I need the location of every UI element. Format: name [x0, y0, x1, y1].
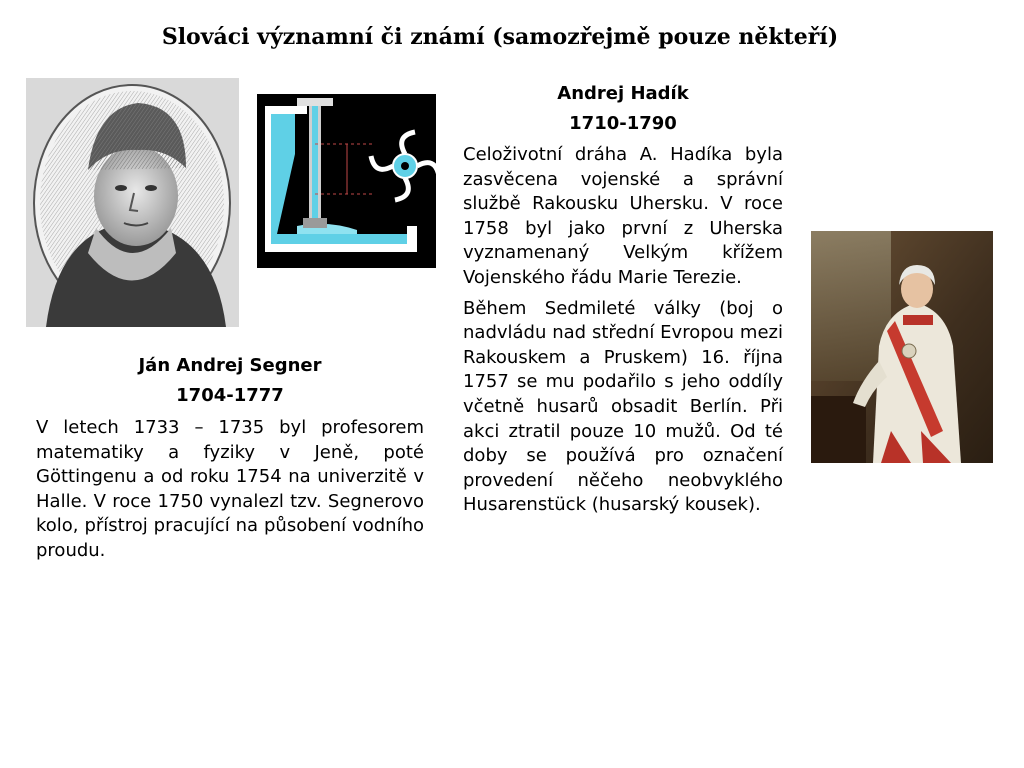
hadik-paragraph-2: Během Sedmileté války (boj o nadvládu nad střední Evropou mezi Rakouskem a Pruskem) 16. října 1757 se mu podařilo s jeho oddíly včetně husarů obsadit Berlín. Při akci ztratil pouze 10 mužů. Od té doby se používá pro označení provedení něčeho neobvyklého Husarenstück (husarský kousek). [463, 297, 783, 516]
segner-name-heading: Ján Andrej Segner [138, 355, 322, 376]
segner-wheel-diagram [257, 94, 436, 268]
segner-years-heading: 1704-1777 [176, 385, 284, 406]
hadik-description [463, 143, 783, 518]
segner-description-paragraph: V letech 1733 – 1735 byl profesorem matematiky a fyziky v Jeně, poté Göttingenu a od roku 1754 na univerzitě v Halle. V roce 1750 vynalezl tzv. Segnerovo kolo, přístroj pracující na působení vodního proudu. [36, 417, 424, 561]
hadik-portrait-image [811, 231, 993, 463]
hadik-paragraph-1: Celoživotní dráha A. Hadíka byla zasvěcena vojenské a správní službě Rakousku Uhersku. V roce 1758 byl jako první z Uherska vyznamenaný Velkým křížem Vojenského řádu Marie Terezie. [463, 144, 783, 288]
hadik-years-heading: 1710-1790 [569, 113, 677, 134]
hadik-name-heading: Andrej Hadík [557, 83, 689, 104]
segner-portrait-image [26, 78, 239, 327]
segner-description [36, 416, 424, 564]
slide-title: Slováci významní či známí (samozřejmě pouze někteří) [161, 24, 839, 50]
